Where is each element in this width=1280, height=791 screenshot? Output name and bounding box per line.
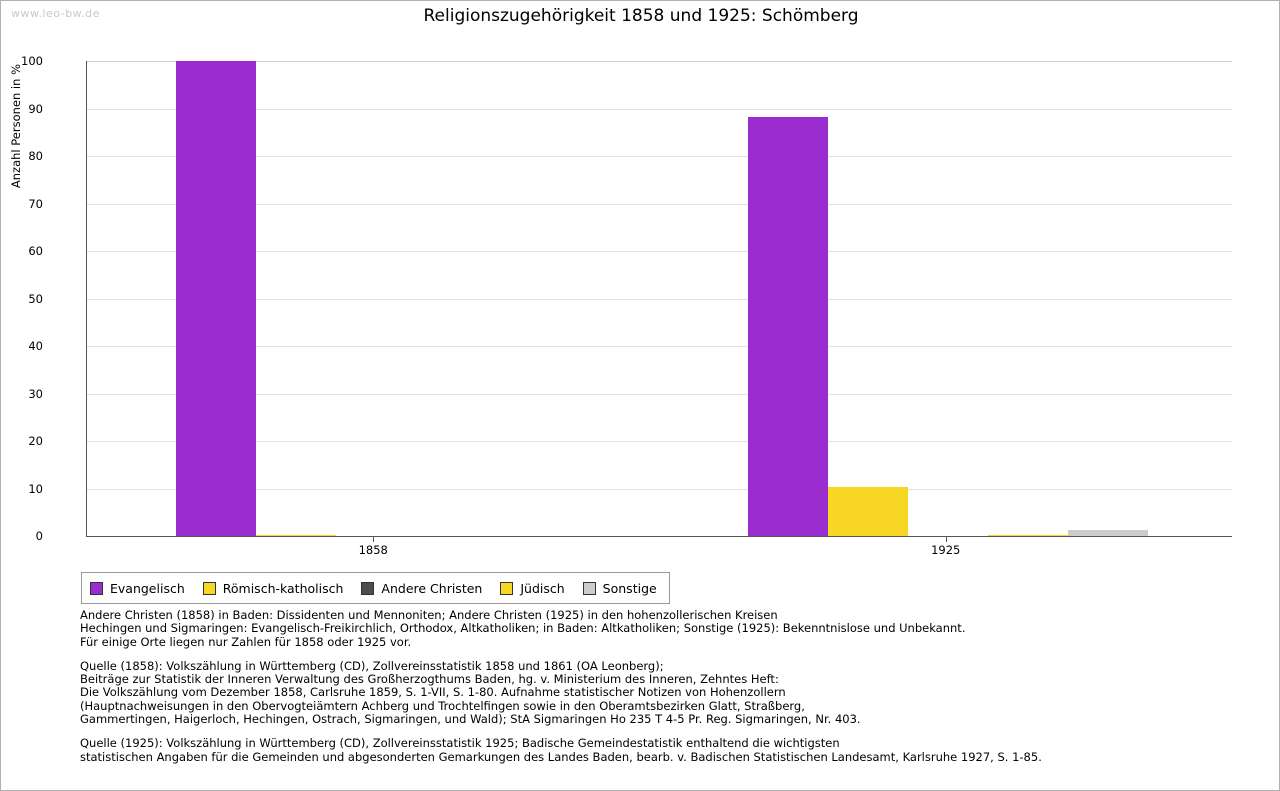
footnote-paragraph: Quelle (1858): Volkszählung in Württemberg (CD), Zollvereinsstatistik 1858 und 1861 (OA Leonberg); Beiträge zur Statistik der Inneren Verwaltung des Großherzogthums Baden, hg. v. Ministerium des Inneren, Zehntes Heft: Die Volkszählung vom Dezember 1858, Carlsruhe 1859, S. 1-VII, S. 1-80. Aufnahme statistischer Notizen von Hohenzollern (Hauptnachweisungen in den Obervogteiämtern Achberg und Trochtelfingen sowie in den Oberamtsbezirken Glatt, Straßberg, Gammertingen, Haigerloch, Hechingen, Ostrach, Sigmaringen, und Wald); StA Sigmaringen Ho 235 T 4-5 Pr. Reg. Sigmaringen, Nr. 403. — [80, 658, 861, 727]
x-tick-label: 1858 — [358, 543, 388, 557]
y-axis-label-text: Anzahl Personen in % — [9, 64, 23, 189]
legend-item-sonstige[interactable] — [583, 581, 657, 596]
legend-swatch — [203, 582, 216, 595]
footnote-paragraph: Andere Christen (1858) in Baden: Dissidenten und Mennoniten; Andere Christen (1925) in den hohenzollerischen Kreisen Hechingen und Sigmaringen: Evangelisch-Freikirchlich, Orthodox, Altkatholiken; in Baden: Altkatholiken; Sonstige (1925): Bekenntnislose und Unbekannt. Für einige Orte liegen nur Zahlen für 1858 oder 1925 vor. — [80, 608, 966, 649]
legend-item-evangelisch[interactable] — [90, 581, 185, 596]
x-tick — [373, 537, 374, 542]
gridline — [87, 204, 1232, 205]
chart-title: Religionszugehörigkeit 1858 und 1925: Schömberg — [423, 6, 859, 26]
plot-area — [21, 54, 1232, 557]
y-tick-label: 40 — [28, 339, 43, 353]
y-tick-label: 90 — [28, 101, 43, 116]
gridline — [87, 394, 1232, 395]
legend-label: Evangelisch — [110, 580, 185, 596]
y-tick-label: 80 — [28, 149, 43, 163]
gridline — [87, 61, 1232, 62]
legend-swatch — [361, 582, 374, 595]
legend-label: Römisch-katholisch — [222, 580, 344, 596]
legend-label: Andere Christen — [381, 580, 483, 596]
legend-label: Sonstige — [602, 580, 657, 596]
bar-evangelisch-1925[interactable] — [748, 117, 828, 536]
legend-item-j-disch[interactable] — [500, 581, 564, 596]
gridline — [87, 346, 1232, 347]
y-tick-label: 10 — [28, 481, 43, 496]
y-tick-label: 30 — [28, 386, 43, 401]
bar-r-misch-katholisch-1925[interactable] — [828, 487, 908, 536]
gridline — [87, 489, 1232, 490]
gridline — [87, 441, 1232, 442]
y-tick-label: 100 — [21, 54, 43, 68]
y-axis-label — [9, 64, 25, 264]
legend-swatch — [583, 582, 596, 595]
chart-legend — [81, 572, 670, 604]
footnotes — [80, 609, 1230, 764]
bar-r-misch-katholisch-1858[interactable] — [256, 535, 336, 537]
legend-item-r-misch-katholisch[interactable] — [203, 581, 344, 596]
y-tick-label: 70 — [28, 196, 43, 211]
legend-swatch — [90, 582, 103, 595]
y-tick-label: 20 — [28, 434, 43, 448]
y-tick-label: 0 — [35, 529, 43, 543]
legend-item-andere-christen[interactable] — [361, 581, 482, 596]
gridline — [87, 299, 1232, 300]
gridline — [87, 156, 1232, 157]
x-tick-label: 1925 — [931, 543, 961, 557]
watermark: www.leo-bw.de — [11, 7, 100, 20]
bar-evangelisch-1858[interactable] — [176, 61, 256, 536]
gridline — [87, 109, 1232, 110]
bar-sonstige-1925[interactable] — [1068, 530, 1148, 536]
legend-swatch — [500, 582, 513, 595]
y-tick-label: 50 — [28, 291, 43, 306]
gridline — [87, 251, 1232, 252]
footnote-paragraph: Quelle (1925): Volkszählung in Württemberg (CD), Zollvereinsstatistik 1925; Badische Gemeindestatistik enthaltend die wichtigsten statistischen Angaben für die Gemeinden und abgesonderten Gemarkungen des Landes Baden, bearb. v. Badischen Statistischen Landesamt, Karlsruhe 1927, S. 1-85. — [80, 736, 1042, 764]
legend-label: Jüdisch — [520, 580, 565, 596]
bar-j-disch-1925[interactable] — [988, 535, 1068, 537]
y-tick-label: 60 — [28, 244, 43, 258]
x-tick — [946, 537, 947, 542]
